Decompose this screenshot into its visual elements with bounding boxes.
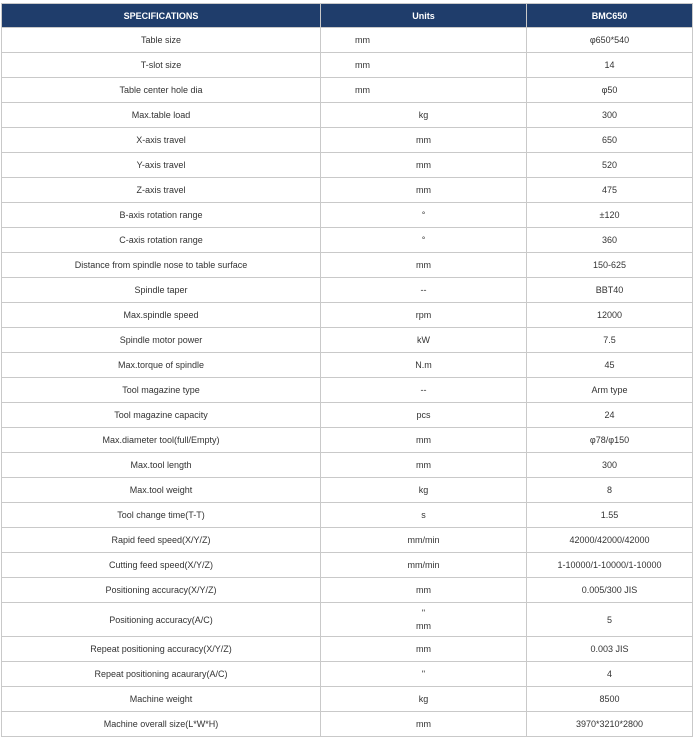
spec-unit: mm: [321, 453, 527, 478]
spec-unit: mm: [321, 153, 527, 178]
table-row: [2, 503, 693, 528]
spec-unit: mm: [321, 428, 527, 453]
spec-name: Max.spindle speed: [2, 303, 321, 328]
spec-name: B-axis rotation range: [2, 203, 321, 228]
table-row: [2, 278, 693, 303]
spec-name: Max.table load: [2, 103, 321, 128]
table-row: [2, 478, 693, 503]
header-row: [2, 4, 693, 28]
table-row: [2, 178, 693, 203]
spec-value: BBT40: [527, 278, 693, 303]
spec-value: 8: [527, 478, 693, 503]
spec-unit: s: [321, 503, 527, 528]
spec-unit: °: [321, 228, 527, 253]
spec-value: 4: [527, 662, 693, 687]
spec-value: 0.005/300 JIS: [527, 578, 693, 603]
spec-name: Positioning accuracy(X/Y/Z): [2, 578, 321, 603]
spec-value: 150-625: [527, 253, 693, 278]
table-row: [2, 128, 693, 153]
spec-value: 24: [527, 403, 693, 428]
table-row: [2, 687, 693, 712]
spec-name: C-axis rotation range: [2, 228, 321, 253]
header-model: BMC650: [527, 4, 693, 28]
spec-unit: rpm: [321, 303, 527, 328]
spec-name: Tool change time(T-T): [2, 503, 321, 528]
spec-name: Max.diameter tool(full/Empty): [2, 428, 321, 453]
spec-name: Cutting feed speed(X/Y/Z): [2, 553, 321, 578]
spec-name: Tool magazine capacity: [2, 403, 321, 428]
spec-unit: ": [321, 662, 527, 687]
spec-name: Max.torque of spindle: [2, 353, 321, 378]
spec-unit: mm: [321, 53, 527, 78]
spec-value: 520: [527, 153, 693, 178]
header-units: Units: [321, 4, 527, 28]
spec-name: Table size: [2, 28, 321, 53]
spec-unit: mm: [321, 78, 527, 103]
table-row: [2, 428, 693, 453]
table-row: [2, 203, 693, 228]
spec-unit: mm: [321, 28, 527, 53]
spec-name: Repeat positioning acaurary(A/C): [2, 662, 321, 687]
spec-value: φ78/φ150: [527, 428, 693, 453]
spec-value: 3970*3210*2800: [527, 712, 693, 737]
spec-unit: mm/min: [321, 553, 527, 578]
specifications-table: [1, 3, 693, 737]
spec-value: 300: [527, 103, 693, 128]
spec-value: Arm type: [527, 378, 693, 403]
spec-unit: mm: [321, 178, 527, 203]
spec-value: ±120: [527, 203, 693, 228]
spec-value: 1.55: [527, 503, 693, 528]
spec-value: 45: [527, 353, 693, 378]
spec-name: Max.tool length: [2, 453, 321, 478]
spec-value: 5: [527, 603, 693, 637]
spec-unit: kg: [321, 478, 527, 503]
spec-name: Z-axis travel: [2, 178, 321, 203]
spec-value: 14: [527, 53, 693, 78]
spec-unit-stack: [321, 607, 526, 633]
spec-unit: --: [321, 378, 527, 403]
spec-unit: mm: [321, 253, 527, 278]
spec-value: 8500: [527, 687, 693, 712]
spec-value: φ50: [527, 78, 693, 103]
spec-name: Repeat positioning accuracy(X/Y/Z): [2, 637, 321, 662]
table-row: [2, 578, 693, 603]
spec-unit: --: [321, 278, 527, 303]
table-row: [2, 353, 693, 378]
table-row: [2, 53, 693, 78]
table-row: [2, 453, 693, 478]
spec-value: 7.5: [527, 328, 693, 353]
table-row: [2, 403, 693, 428]
spec-unit: N.m: [321, 353, 527, 378]
spec-value: 0.003 JIS: [527, 637, 693, 662]
spec-name: Max.tool weight: [2, 478, 321, 503]
spec-unit: [321, 603, 527, 637]
table-row: [2, 303, 693, 328]
spec-value: 475: [527, 178, 693, 203]
spec-value: 650: [527, 128, 693, 153]
spec-unit: mm: [321, 578, 527, 603]
spec-unit: mm/min: [321, 528, 527, 553]
table-row: [2, 712, 693, 737]
spec-unit: mm: [321, 637, 527, 662]
table-row: [2, 378, 693, 403]
spec-value: 12000: [527, 303, 693, 328]
spec-unit: kg: [321, 687, 527, 712]
spec-unit: mm: [321, 128, 527, 153]
spec-unit-bottom: mm: [416, 620, 431, 631]
spec-name: Table center hole dia: [2, 78, 321, 103]
table-row: [2, 228, 693, 253]
spec-unit: kW: [321, 328, 527, 353]
spec-name: Y-axis travel: [2, 153, 321, 178]
spec-value: 360: [527, 228, 693, 253]
table-row: [2, 603, 693, 637]
spec-name: Tool magazine type: [2, 378, 321, 403]
spec-value: 42000/42000/42000: [527, 528, 693, 553]
spec-name: X-axis travel: [2, 128, 321, 153]
table-row: [2, 78, 693, 103]
spec-name: Distance from spindle nose to table surface: [2, 253, 321, 278]
spec-name: Positioning accuracy(A/C): [2, 603, 321, 637]
spec-value: 300: [527, 453, 693, 478]
spec-unit: pcs: [321, 403, 527, 428]
table-row: [2, 153, 693, 178]
spec-name: Spindle taper: [2, 278, 321, 303]
spec-name: Spindle motor power: [2, 328, 321, 353]
spec-name: T-slot size: [2, 53, 321, 78]
spec-unit: °: [321, 203, 527, 228]
spec-value: 1-10000/1-10000/1-10000: [527, 553, 693, 578]
table-row: [2, 253, 693, 278]
spec-value: φ650*540: [527, 28, 693, 53]
spec-name: Rapid feed speed(X/Y/Z): [2, 528, 321, 553]
spec-unit: kg: [321, 103, 527, 128]
header-specifications: SPECIFICATIONS: [2, 4, 321, 28]
table-row: [2, 528, 693, 553]
table-row: [2, 662, 693, 687]
spec-unit: mm: [321, 712, 527, 737]
spec-name: Machine overall size(L*W*H): [2, 712, 321, 737]
spec-unit-top: ": [421, 607, 426, 618]
table-row: [2, 328, 693, 353]
table-row: [2, 637, 693, 662]
table-row: [2, 103, 693, 128]
table-row: [2, 553, 693, 578]
spec-name: Machine weight: [2, 687, 321, 712]
table-row: [2, 28, 693, 53]
